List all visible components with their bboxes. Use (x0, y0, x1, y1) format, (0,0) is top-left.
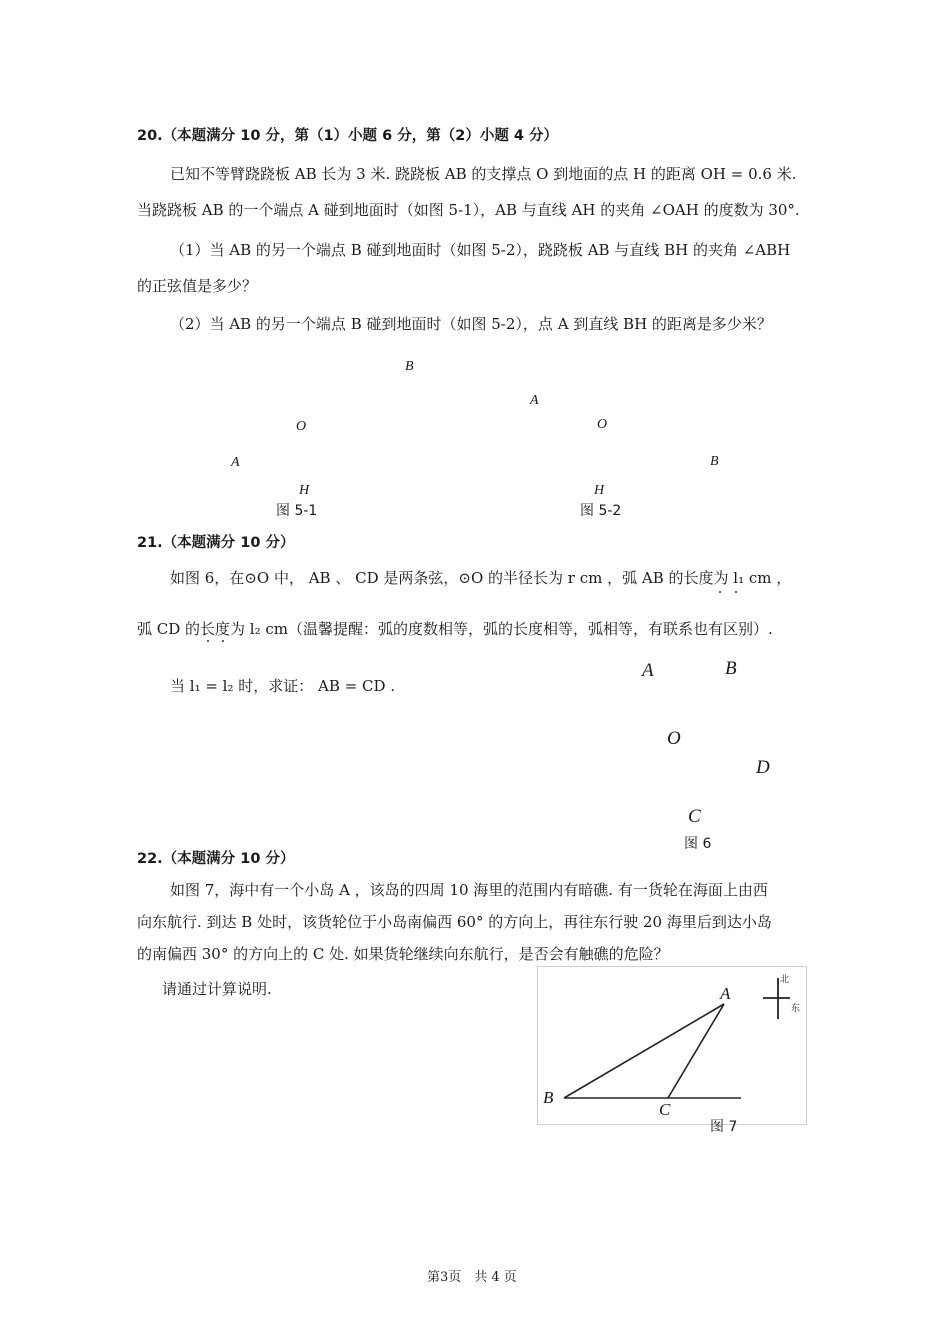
emphasis-dot (735, 591, 737, 593)
fig7-label-b: B (543, 1088, 554, 1107)
compass-north-label: 北 (780, 975, 790, 985)
fig5-2-caption: 图 5-2 (580, 503, 622, 519)
fig5-1-label-b: B (405, 359, 414, 374)
q21-title: 21.（本题满分 10 分） (137, 535, 295, 551)
q22-line3: 的南偏西 30° 的方向上的 C 处. 如果货轮继续向东航行，是否会有触礁的危险？ (137, 945, 669, 963)
fig7-segment-ca (668, 1004, 724, 1098)
q22-title: 22.（本题满分 10 分） (137, 851, 295, 867)
fig6-label-a: A (642, 660, 654, 681)
fig5-2-label-a: A (530, 393, 539, 408)
compass-east-label: 东 (791, 1004, 801, 1014)
fig5-1-label-o: O (296, 419, 307, 434)
fig5-1-label-a: A (231, 455, 240, 470)
fig5-2-label-h: H (594, 483, 605, 498)
fig6-label-d: D (756, 757, 770, 778)
q22-line1: 如图 7，海中有一个小岛 A ，该岛的四周 10 海里的范围内有暗礁. 有一货轮在海面上由西 (170, 881, 768, 899)
fig5-1-caption: 图 5-1 (276, 503, 318, 519)
page-footer: 第3页 共 4 页 (427, 1270, 517, 1285)
fig7-caption: 图 7 (710, 1119, 738, 1135)
fig7-label-c: C (659, 1100, 671, 1119)
q21-line3: 当 l₁ = l₂ 时，求证： AB = CD . (170, 677, 396, 695)
q20-line5: （2）当 AB 的另一个端点 B 碰到地面时（如图 5-2），点 A 到直线 BH 的距离是多少米？ (170, 315, 772, 333)
fig7-drawing (537, 966, 807, 1126)
q21-line1: 如图 6，在⊙O 中， AB 、 CD 是两条弦，⊙O 的半径长为 r cm ，弧 AB 的长度为 l₁ cm ， (170, 569, 792, 587)
q22-line4: 请通过计算说明. (162, 980, 272, 998)
fig5-2-label-o: O (597, 417, 608, 432)
q20-line3: （1）当 AB 的另一个端点 B 碰到地面时（如图 5-2），跷跷板 AB 与直线 BH 的夹角 ∠ABH (170, 241, 791, 259)
q20-line1: 已知不等臂跷跷板 AB 长为 3 米. 跷跷板 AB 的支撑点 O 到地面的点 H 的距离 OH = 0.6 米. (170, 165, 797, 183)
emphasis-dot (719, 591, 721, 593)
fig6-caption: 图 6 (684, 836, 712, 852)
emphasis-dot (207, 640, 209, 642)
q21-line2: 弧 CD 的长度为 l₂ cm（温馨提醒：弧的度数相等，弧的长度相等，弧相等，有联系也有区别）. (137, 620, 773, 638)
fig7-label-a: A (720, 984, 731, 1003)
fig5-2-label-b: B (710, 454, 719, 469)
fig7-segment-ba (564, 1004, 724, 1098)
fig6-label-c: C (688, 806, 701, 827)
fig6-label-b: B (725, 658, 737, 679)
q20-line2: 当跷跷板 AB 的一个端点 A 碰到地面时（如图 5-1），AB 与直线 AH 的夹角 ∠OAH 的度数为 30°. (137, 201, 800, 219)
emphasis-dot (222, 640, 224, 642)
q20-line4: 的正弦值是多少？ (137, 277, 258, 295)
q22-line2: 向东航行. 到达 B 处时，该货轮位于小岛南偏西 60° 的方向上，再往东行驶 20 海里后到达小岛 (137, 913, 772, 931)
q20-title: 20.（本题满分 10 分，第（1）小题 6 分，第（2）小题 4 分） (137, 128, 559, 144)
fig6-label-o: O (667, 728, 681, 749)
fig5-1-label-h: H (299, 483, 310, 498)
